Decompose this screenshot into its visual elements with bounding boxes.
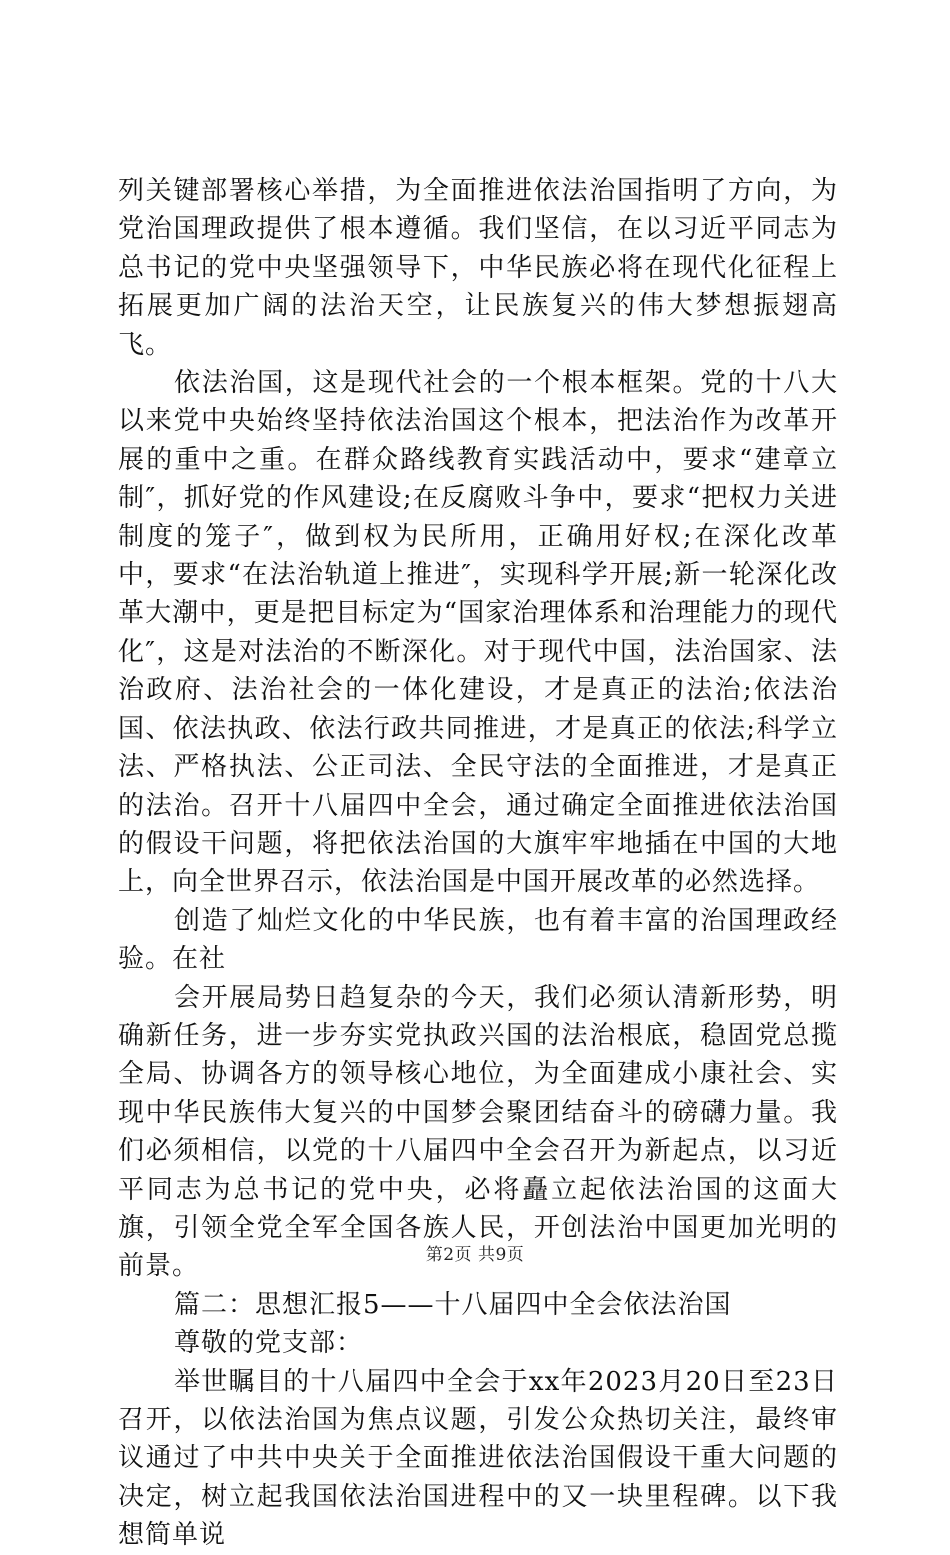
paragraph: 创造了灿烂文化的中华民族，也有着丰富的治国理政经验。在社 <box>118 905 838 975</box>
paragraph: 举世瞩目的十八届四中全会于xx年2023月20日至23日召开，以依法治国为焦点议题，引发公众热切关注，最终审议通过了中共中央关于全面推进依法治国假设干重大问题的决定，树立起我国依法治国进程中的又一块里程碑。以下我想简单说 <box>118 1366 838 1551</box>
page-number-footer: 第2页 共9页 <box>425 1245 525 1265</box>
section-heading: 篇二：思想汇报5——十八届四中全会依法治国 <box>174 1289 732 1320</box>
paragraph: 会开展局势日趋复杂的今天，我们必须认清新形势，明确新任务，进一步夯实党执政兴国的法治根底，稳固党总揽全局、协调各方的领导核心地位，为全面建成小康社会、实现中华民族伟大复兴的中国梦会聚团结奋斗的磅礴力量。我们必须相信，以党的十八届四中全会召开为新起点，以习近平同志为总书记的党中央，必将矗立起依法治国的这面大旗，引领全党全军全国各族人民，开创法治中国更加光明的前景。 <box>118 982 838 1282</box>
salutation: 尊敬的党支部： <box>174 1328 364 1359</box>
paragraph: 列关键部署核心举措，为全面推进依法治国指明了方向，为党治国理政提供了根本遵循。我们坚信，在以习近平同志为总书记的党中央坚强领导下，中华民族必将在现代化征程上拓展更加广阔的法治天空，让民族复兴的伟大梦想振翅高飞。 <box>118 176 838 360</box>
document-body <box>118 172 838 1555</box>
paragraph: 依法治国，这是现代社会的一个根本框架。党的十八大以来党中央始终坚持依法治国这个根本，把法治作为改革开展的重中之重。在群众路线教育实践活动中，要求“建章立制″，抓好党的作风建设;在反腐败斗争中，要求“把权力关进制度的笼子″，做到权为民所用，正确用好权;在深化改革中，要求“在法治轨道上推进″，实现科学开展;新一轮深化改革大潮中，更是把目标定为“国家治理体系和治理能力的现代化″，这是对法治的不断深化。对于现代中国，法治国家、法治政府、法治社会的一体化建设，才是真正的法治;依法治国、依法执政、依法行政共同推进，才是真正的依法;科学立法、严格执法、公正司法、全民守法的全面推进，才是真正的法治。召开十八届四中全会，通过确定全面推进依法治国的假设干问题，将把依法治国的大旗牢牢地插在中国的大地上，向全世界召示，依法治国是中国开展改革的必然选择。 <box>118 368 838 898</box>
